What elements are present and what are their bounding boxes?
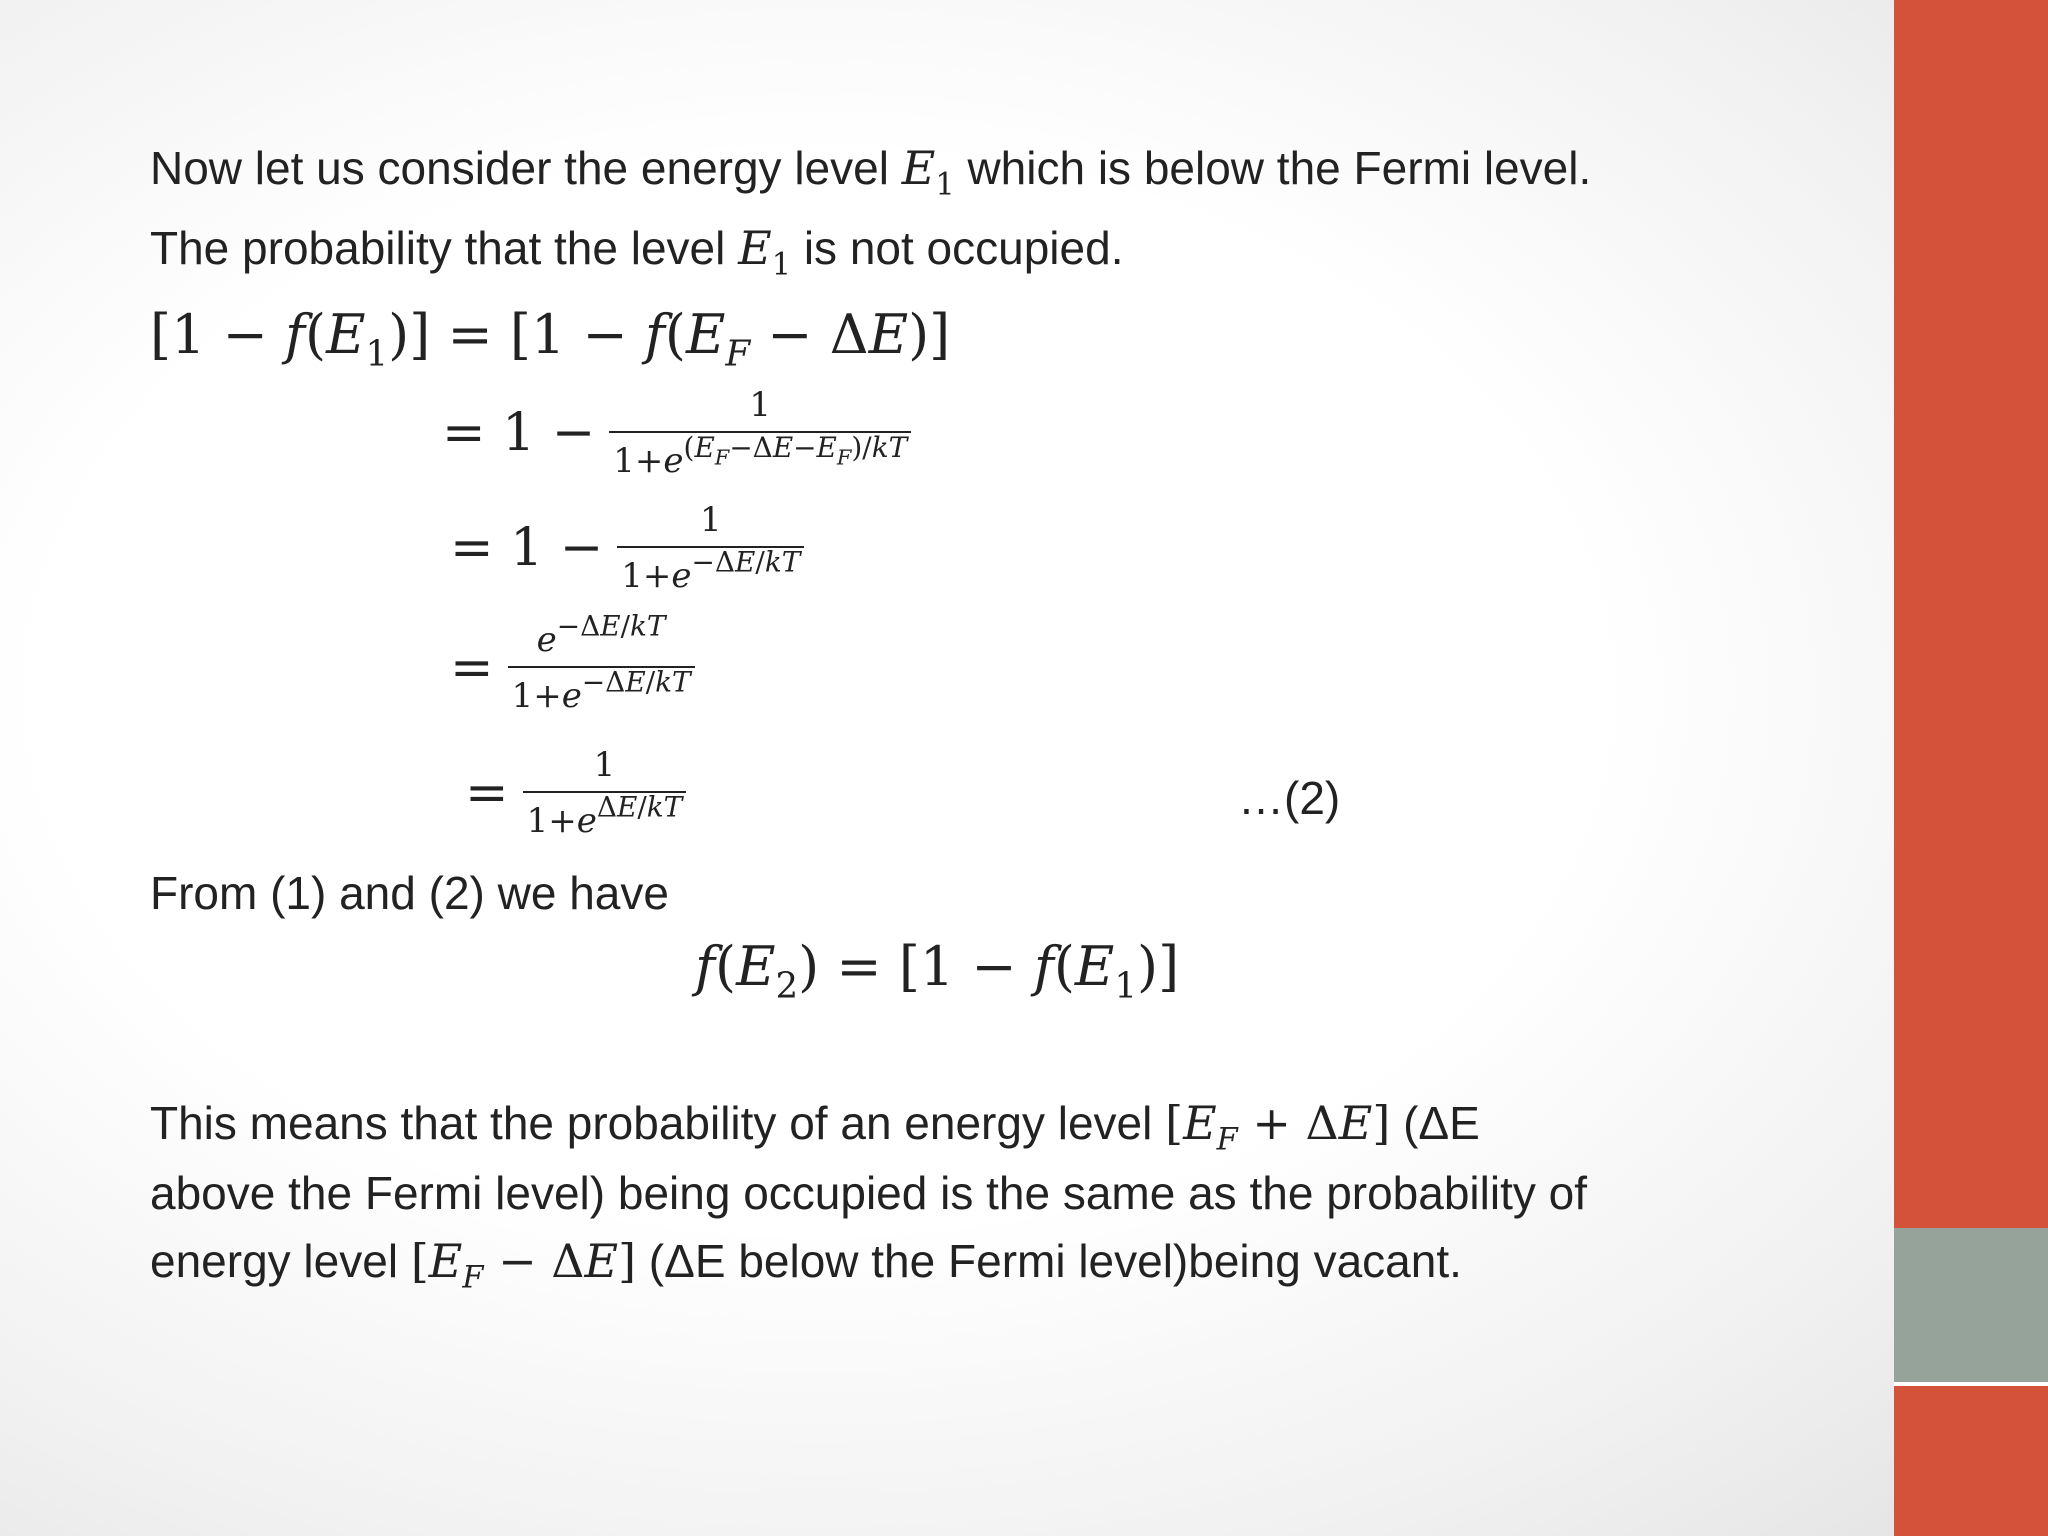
conclusion-line-3-end: below the Fermi level)being vacant. bbox=[738, 1235, 1462, 1287]
intro-line-1-end: which is below the Fermi level. bbox=[967, 142, 1592, 194]
intro-line-2-start: The probability that the level bbox=[150, 222, 726, 274]
step-4-fraction bbox=[523, 745, 687, 841]
step-4-numerator: 1 bbox=[593, 745, 616, 785]
sidebar-gray-block bbox=[1894, 1228, 2048, 1382]
step-4-lhs: = bbox=[465, 763, 509, 823]
step-2-numerator: 1 bbox=[699, 500, 722, 540]
equation-step-2 bbox=[450, 500, 804, 596]
conclusion-line-3-start: energy level bbox=[150, 1235, 399, 1287]
step-1-lhs: = 1 − bbox=[442, 403, 596, 463]
energy-level-below: $[E_F - \Delta E]$ bbox=[410, 1234, 637, 1296]
energy-symbol-e1: $E_1$ bbox=[738, 221, 792, 283]
from-text: From (1) and (2) we have bbox=[150, 867, 669, 919]
step-3-lhs: = bbox=[450, 638, 494, 698]
intro-line-1-start: Now let us consider the energy level bbox=[150, 142, 889, 194]
intro-line-1 bbox=[150, 141, 1592, 203]
step-2-lhs: = 1 − bbox=[450, 518, 604, 578]
conclusion-line-3-mid: (ΔE bbox=[648, 1235, 726, 1287]
energy-symbol-e1: $E_1$ bbox=[901, 141, 955, 203]
result-equation: $f(E_2) = [1 - f(E_1)]$ bbox=[695, 935, 1180, 1007]
step-2-denominator: $1+e^{-\Delta E/kT}$ bbox=[617, 546, 804, 596]
equation-step-1 bbox=[442, 385, 911, 481]
conclusion-line-1-end: (ΔE bbox=[1403, 1097, 1480, 1149]
equation-step-4 bbox=[465, 745, 686, 841]
step-4-denominator: $1+e^{\Delta E/kT}$ bbox=[523, 791, 687, 841]
step-3-denominator: $1+e^{-\Delta E/kT}$ bbox=[508, 666, 695, 716]
conclusion-line-2: above the Fermi level) being occupied is the same as the probability of bbox=[150, 1167, 1588, 1219]
equation-number-label: …(2) bbox=[1238, 772, 1341, 824]
step-3-numerator: $e^{-\Delta E/kT}$ bbox=[536, 609, 666, 660]
conclusion-line-1 bbox=[150, 1096, 1480, 1158]
step-1-fraction bbox=[609, 385, 911, 481]
sidebar-divider bbox=[1894, 1382, 2048, 1386]
step-1-denominator: $1+e^{(E_F-\Delta E-E_F)/kT}$ bbox=[609, 431, 911, 481]
intro-line-2-end: is not occupied. bbox=[803, 222, 1124, 274]
energy-level-above: $[E_F + \Delta E]$ bbox=[1165, 1096, 1391, 1158]
main-equation: $[1 - f(E_1)] = [1 - f(E_F - \Delta E)]$ bbox=[150, 303, 951, 375]
step-2-fraction bbox=[617, 500, 804, 596]
equation-step-3 bbox=[450, 609, 695, 716]
conclusion-line-3 bbox=[150, 1234, 1462, 1296]
conclusion-line-1-start: This means that the probability of an energy level bbox=[150, 1097, 1153, 1149]
step-3-fraction bbox=[508, 609, 695, 716]
step-1-numerator: 1 bbox=[749, 385, 772, 425]
intro-line-2 bbox=[150, 221, 1124, 283]
